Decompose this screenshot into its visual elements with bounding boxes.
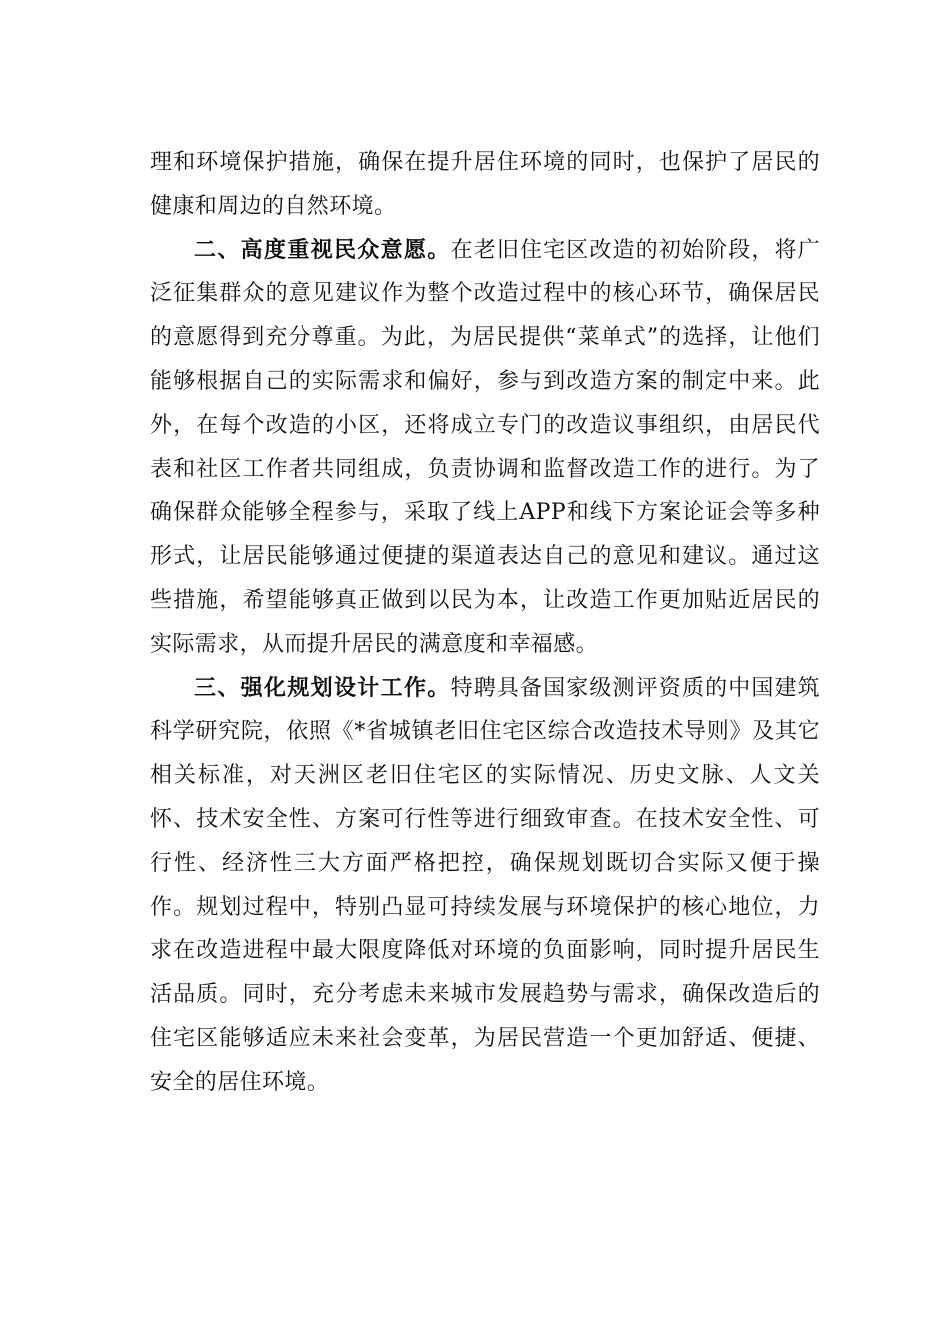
section-heading-public-opinion: 二、高度重视民众意愿。 [194,237,451,263]
paragraph-continuation [150,141,820,229]
section-heading-planning-design: 三、强化规划设计工作。 [194,675,451,701]
paragraph-text: 特聘具备国家级测评资质的中国建筑科学研究院，依照《*省城镇老旧住宅区综合改造技术导则》及其它相关标准，对天洲区老旧住宅区的实际情况、历史文脉、人文关怀、技术安全性、方案可行性等进行细致审查。在技术安全性、可行性、经济性三大方面严格把控，确保规划既切合实际又便于操作。规划过程中，特别凸显可持续发展与环境保护的核心地位，力求在改造进程中最大限度降低对环境的负面影响，同时提升居民生活品质。同时，充分考虑未来城市发展趋势与需求，确保改造后的住宅区能够适应未来社会变革，为居民营造一个更加舒适、便捷、安全的居住环境。 [150,675,820,1095]
paragraph-text: 在老旧住宅区改造的初始阶段，将广泛征集群众的意见建议作为整个改造过程中的核心环节，确保居民的意愿得到充分尊重。为此，为居民提供“菜单式”的选择，让他们能够根据自己的实际需求和偏好，参与到改造方案的制定中来。此外，在每个改造的小区，还将成立专门的改造议事组织，由居民代表和社区工作者共同组成，负责协调和监督改造工作的进行。为了确保群众能够全程参与，采取了线上APP和线下方案论证会等多种形式，让居民能够通过便捷的渠道表达自己的意见和建议。通过这些措施，希望能够真正做到以民为本，让改造工作更加贴近居民的实际需求，从而提升居民的满意度和幸福感。 [150,237,820,657]
paragraph-planning-design [150,667,820,1105]
paragraph-public-opinion [150,229,820,667]
paragraph-text: 理和环境保护措施，确保在提升居住环境的同时，也保护了居民的健康和周边的自然环境。 [150,150,820,219]
document-body [150,141,820,1105]
